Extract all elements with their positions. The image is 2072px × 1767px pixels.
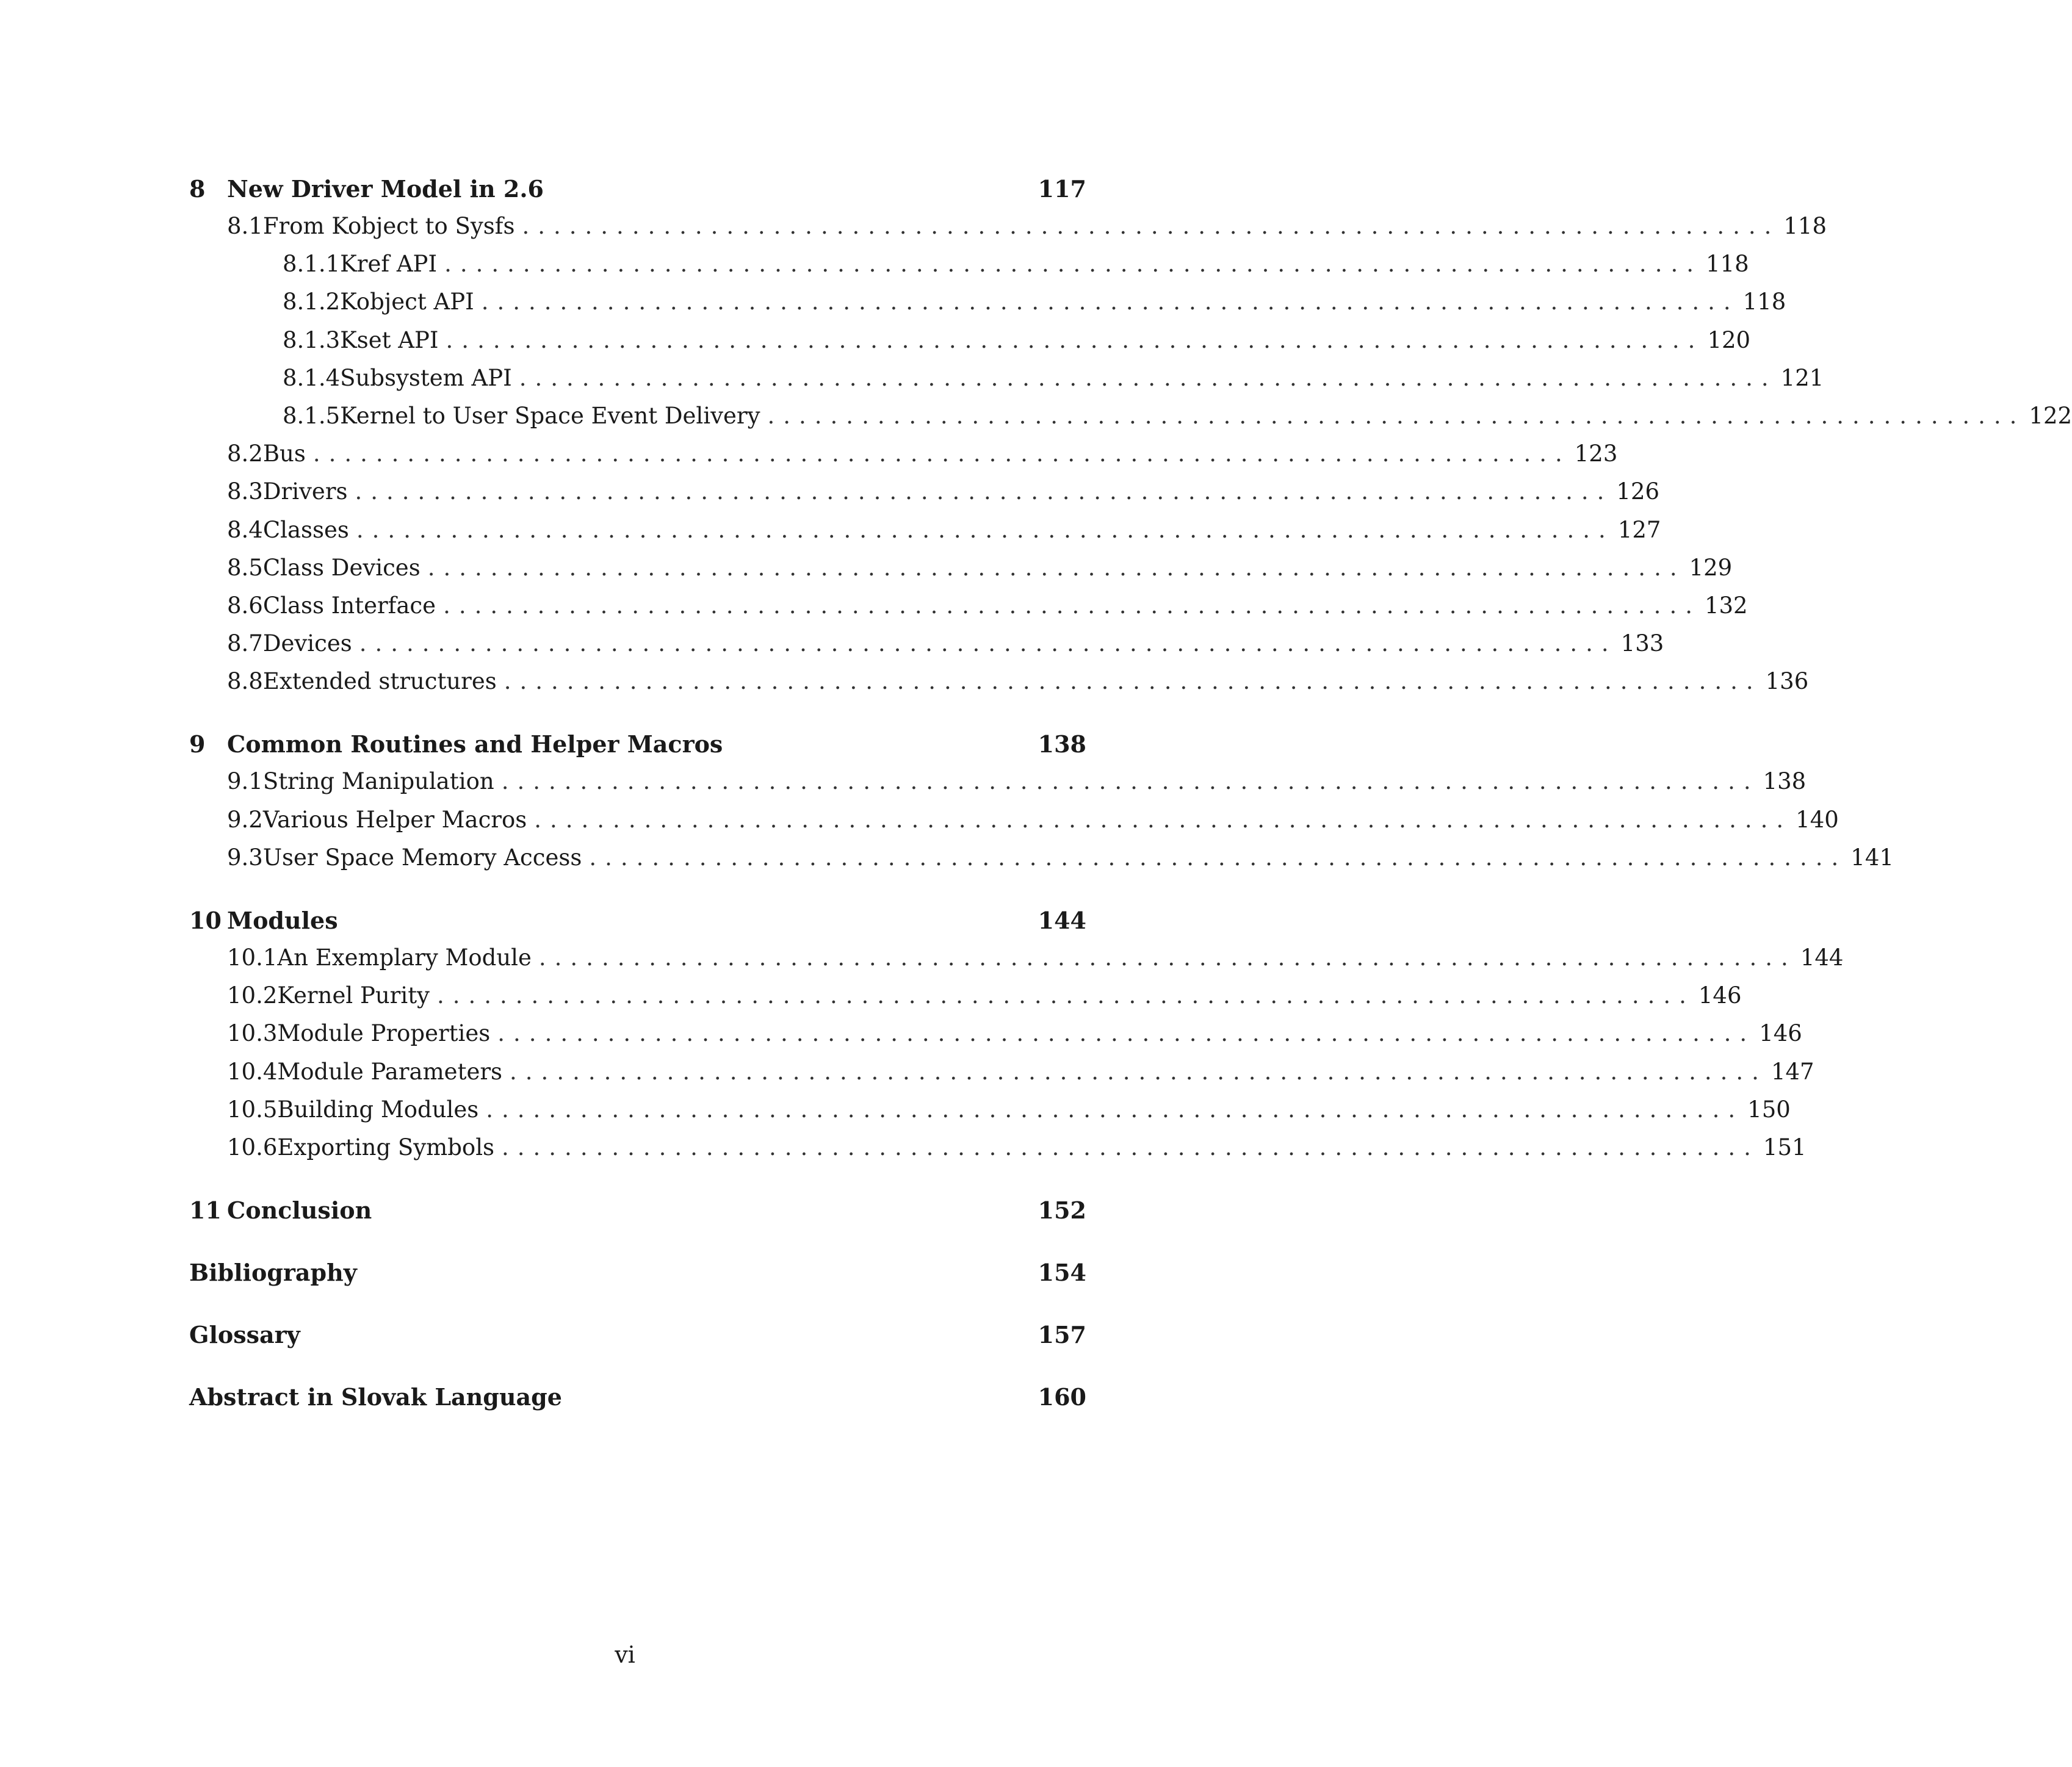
toc-section-10-3[interactable] <box>189 1015 1802 1053</box>
toc-section-10-5[interactable] <box>189 1091 1791 1129</box>
toc-section-8-3[interactable] <box>189 473 1660 511</box>
section-page: 118 <box>1783 213 1827 239</box>
dot-leader: ................................................................................ <box>510 1058 1767 1085</box>
section-page: 146 <box>1698 982 1742 1009</box>
subsection-page: 120 <box>1707 326 1751 353</box>
section-number: 8.8 <box>227 668 263 695</box>
section-number: 10.6 <box>227 1134 278 1161</box>
section-page: 123 <box>1574 441 1618 467</box>
dot-leader: ................................................................................ <box>359 630 1617 657</box>
section-title: Kernel Purity <box>277 982 430 1009</box>
dot-leader: ................................................................................ <box>497 1020 1756 1047</box>
section-title: Extended structures <box>262 668 497 695</box>
subsection-title: Kset API <box>340 326 439 353</box>
section-number: 8.7 <box>227 630 263 657</box>
dot-leader: ................................................................................ <box>443 592 1701 619</box>
dot-leader: ................................................................................ <box>767 402 2026 429</box>
dot-leader: ................................................................................ <box>501 768 1760 795</box>
section-number: 10.4 <box>227 1058 278 1085</box>
toc-subsection-8-1-5[interactable] <box>189 397 2072 435</box>
chapter-number: 9 <box>189 730 206 758</box>
chapter-title: Conclusion <box>227 1197 372 1225</box>
section-page: 127 <box>1617 516 1661 543</box>
chapter-number: 10 <box>189 907 222 934</box>
section-title: From Kobject to Sysfs <box>262 213 515 239</box>
toc-section-8-7[interactable] <box>189 625 1664 663</box>
chapter-page: 144 <box>1038 907 1086 934</box>
toc-bibliography[interactable] <box>189 1254 1086 1291</box>
section-page: 141 <box>1850 844 1894 871</box>
toc-section-8-5[interactable] <box>189 549 1733 587</box>
page-number-folio: vi <box>615 1641 635 1668</box>
section-number: 10.2 <box>227 982 278 1009</box>
toc-chapter-9[interactable] <box>189 726 1086 763</box>
toc-section-9-3[interactable] <box>189 839 1894 877</box>
toc-glossary[interactable] <box>189 1317 1086 1353</box>
section-page: 126 <box>1616 478 1660 505</box>
table-of-contents <box>189 171 2072 1416</box>
section-page: 147 <box>1771 1058 1814 1085</box>
dot-leader: ................................................................................ <box>522 213 1780 239</box>
toc-subsection-8-1-3[interactable] <box>189 322 1751 359</box>
dot-leader: ................................................................................ <box>356 516 1614 543</box>
dot-leader: ................................................................................ <box>504 668 1762 695</box>
toc-chapter-11[interactable] <box>189 1192 1086 1229</box>
section-number: 8.3 <box>227 478 263 505</box>
section-title: Bus <box>262 441 306 467</box>
dot-leader: ................................................................................ <box>502 1134 1760 1161</box>
section-title: Exporting Symbols <box>277 1134 495 1161</box>
section-title: Module Parameters <box>277 1058 503 1085</box>
section-page: 150 <box>1747 1096 1791 1123</box>
chapter-title: Abstract in Slovak Language <box>189 1383 562 1411</box>
toc-section-9-2[interactable] <box>189 801 1839 839</box>
section-title: Devices <box>262 630 352 657</box>
toc-chapter-10[interactable] <box>189 902 1086 939</box>
section-page: 151 <box>1763 1134 1807 1161</box>
toc-section-8-2[interactable] <box>189 435 1618 473</box>
dot-leader: ................................................................................ <box>534 806 1792 833</box>
toc-subsection-8-1-2[interactable] <box>189 283 1786 321</box>
subsection-title: Kref API <box>340 251 438 278</box>
section-page: 129 <box>1689 554 1733 581</box>
section-page: 132 <box>1704 592 1748 619</box>
section-title: User Space Memory Access <box>262 844 582 871</box>
section-number: 10.1 <box>227 945 278 971</box>
toc-subsection-8-1-1[interactable] <box>189 245 1749 283</box>
toc-section-8-8[interactable] <box>189 663 1809 700</box>
toc-abstract[interactable] <box>189 1379 1086 1416</box>
chapter-page: 157 <box>1038 1321 1086 1349</box>
section-page: 133 <box>1620 630 1664 657</box>
subsection-number: 8.1.3 <box>283 326 341 353</box>
section-page: 146 <box>1759 1020 1802 1047</box>
section-number: 8.2 <box>227 441 263 467</box>
section-page: 144 <box>1800 945 1844 971</box>
chapter-title: Bibliography <box>189 1259 357 1287</box>
section-title: String Manipulation <box>262 768 494 795</box>
chapter-title: Glossary <box>189 1321 300 1349</box>
section-title: Module Properties <box>277 1020 491 1047</box>
subsection-title: Subsystem API <box>340 364 512 391</box>
dot-leader: ................................................................................ <box>446 326 1704 353</box>
chapter-title: Modules <box>227 907 338 934</box>
subsection-page: 118 <box>1742 289 1786 315</box>
section-number: 9.3 <box>227 844 263 871</box>
section-page: 138 <box>1763 768 1807 795</box>
chapter-number: 8 <box>189 175 206 203</box>
toc-section-8-6[interactable] <box>189 587 1748 625</box>
subsection-number: 8.1.2 <box>283 289 341 315</box>
dot-leader: ................................................................................ <box>312 441 1571 467</box>
chapter-page: 117 <box>1038 175 1086 203</box>
section-page: 136 <box>1765 668 1809 695</box>
section-number: 8.1 <box>227 213 263 239</box>
subsection-number: 8.1.4 <box>283 364 341 391</box>
toc-section-10-1[interactable] <box>189 939 1844 977</box>
toc-section-8-4[interactable] <box>189 511 1661 549</box>
section-title: An Exemplary Module <box>277 945 532 971</box>
section-number: 9.2 <box>227 806 263 833</box>
subsection-number: 8.1.1 <box>283 251 341 278</box>
dot-leader: ................................................................................ <box>427 554 1686 581</box>
dot-leader: ................................................................................ <box>481 289 1739 315</box>
dot-leader: ................................................................................ <box>436 982 1695 1009</box>
toc-section-10-6[interactable] <box>189 1129 1807 1167</box>
toc-chapter-8[interactable] <box>189 171 1086 207</box>
section-title: Class Devices <box>262 554 421 581</box>
dot-leader: ................................................................................ <box>444 251 1702 278</box>
toc-section-10-4[interactable] <box>189 1053 1814 1091</box>
chapter-page: 152 <box>1038 1197 1086 1225</box>
section-page: 140 <box>1796 806 1839 833</box>
subsection-title: Kernel to User Space Event Delivery <box>340 402 760 429</box>
section-number: 10.3 <box>227 1020 278 1047</box>
toc-subsection-8-1-4[interactable] <box>189 359 1824 397</box>
section-number: 10.5 <box>227 1096 278 1123</box>
chapter-title: Common Routines and Helper Macros <box>227 730 723 758</box>
section-title: Building Modules <box>277 1096 479 1123</box>
chapter-page: 138 <box>1038 730 1086 758</box>
toc-section-8-1[interactable] <box>189 207 1827 245</box>
section-title: Drivers <box>262 478 348 505</box>
section-number: 8.5 <box>227 554 263 581</box>
subsection-page: 122 <box>2029 402 2072 429</box>
subsection-page: 118 <box>1705 251 1749 278</box>
dot-leader: ................................................................................ <box>519 364 1777 391</box>
section-number: 8.6 <box>227 592 263 619</box>
chapter-title: New Driver Model in 2.6 <box>227 175 544 203</box>
section-title: Various Helper Macros <box>262 806 527 833</box>
dot-leader: ................................................................................ <box>538 945 1797 971</box>
dot-leader: ................................................................................ <box>355 478 1613 505</box>
chapter-page: 160 <box>1038 1383 1086 1411</box>
section-number: 9.1 <box>227 768 263 795</box>
dot-leader: ................................................................................ <box>486 1096 1744 1123</box>
subsection-title: Kobject API <box>340 289 474 315</box>
chapter-number: 11 <box>189 1197 222 1225</box>
chapter-page: 154 <box>1038 1259 1086 1287</box>
toc-section-9-1[interactable] <box>189 763 1807 801</box>
subsection-page: 121 <box>1780 364 1824 391</box>
section-title: Classes <box>262 516 349 543</box>
dot-leader: ................................................................................ <box>589 844 1847 871</box>
section-title: Class Interface <box>262 592 436 619</box>
section-number: 8.4 <box>227 516 263 543</box>
toc-section-10-2[interactable] <box>189 977 1742 1015</box>
subsection-number: 8.1.5 <box>283 402 341 429</box>
